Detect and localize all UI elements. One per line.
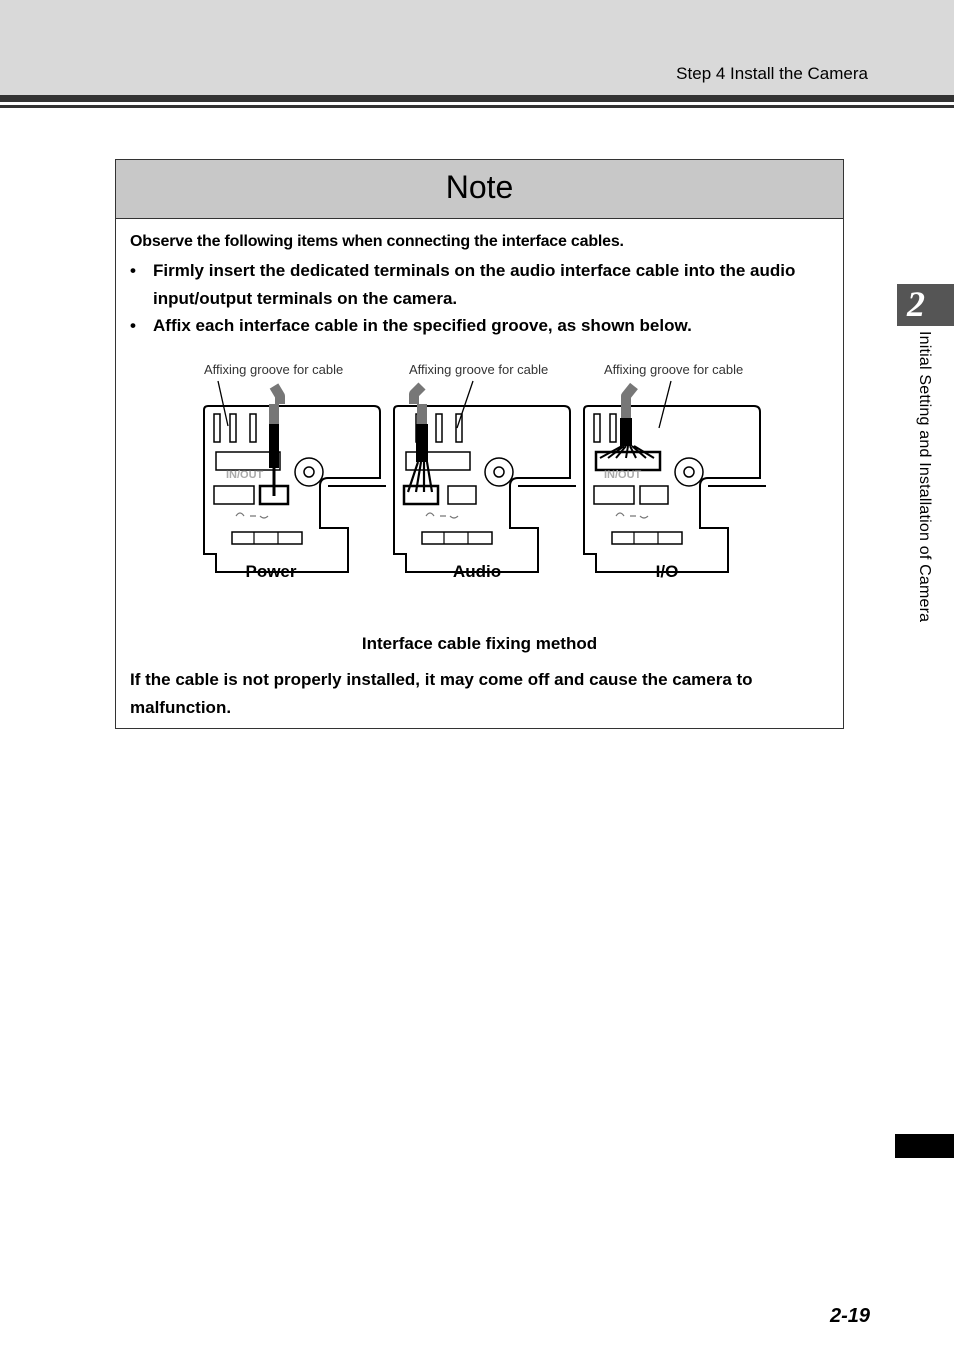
cable-fixing-figure [191, 356, 791, 581]
audio-cable [408, 386, 432, 492]
bullet-dot: • [130, 316, 136, 335]
panel-label-io: I/O [655, 562, 679, 581]
chapter-tab [897, 284, 954, 326]
note-warning: If the cable is not properly installed, it may come off and cause the camera to malfunction. [130, 670, 753, 717]
header-band [0, 0, 954, 95]
note-box [115, 159, 844, 729]
callout-label: Affixing groove for cable [204, 362, 344, 377]
panel-label-power: Power [245, 562, 297, 581]
note-title: Note [445, 169, 514, 205]
power-cable [269, 386, 280, 496]
callout-leader [659, 381, 671, 428]
bullet-item [130, 312, 820, 340]
power-panel-drawing [204, 406, 386, 572]
connector-label: IN/OUT [226, 469, 264, 481]
note-lead: Observe the following items when connecting the interface cables. [130, 233, 624, 250]
callout-label: Affixing groove for cable [604, 362, 744, 377]
bullet-dot: • [130, 261, 136, 280]
chapter-number: 2 [907, 284, 925, 324]
callout-label: Affixing groove for cable [409, 362, 549, 377]
io-panel-drawing [584, 406, 766, 572]
figure-caption: Interface cable fixing method [361, 634, 598, 653]
bullet-item [130, 257, 820, 313]
page-number: 2-19 [829, 1305, 870, 1327]
header-rule-thin [0, 105, 954, 108]
callout-leader [457, 381, 473, 428]
note-header [116, 160, 843, 219]
panel-label-audio: Audio [452, 562, 502, 581]
header-rule [0, 95, 954, 102]
section-title: Step 4 Install the Camera [676, 64, 868, 83]
thumb-index-tab [895, 1134, 954, 1158]
bullet-text: Affix each interface cable in the specified groove, as shown below. [153, 316, 692, 335]
chapter-title: Initial Setting and Installation of Camera [916, 331, 933, 623]
io-cable [600, 386, 654, 458]
connector-label: IN/OUT [604, 469, 642, 481]
bullet-text: Firmly insert the dedicated terminals on the audio interface cable into the audio input/output terminals on the camera. [153, 261, 796, 308]
